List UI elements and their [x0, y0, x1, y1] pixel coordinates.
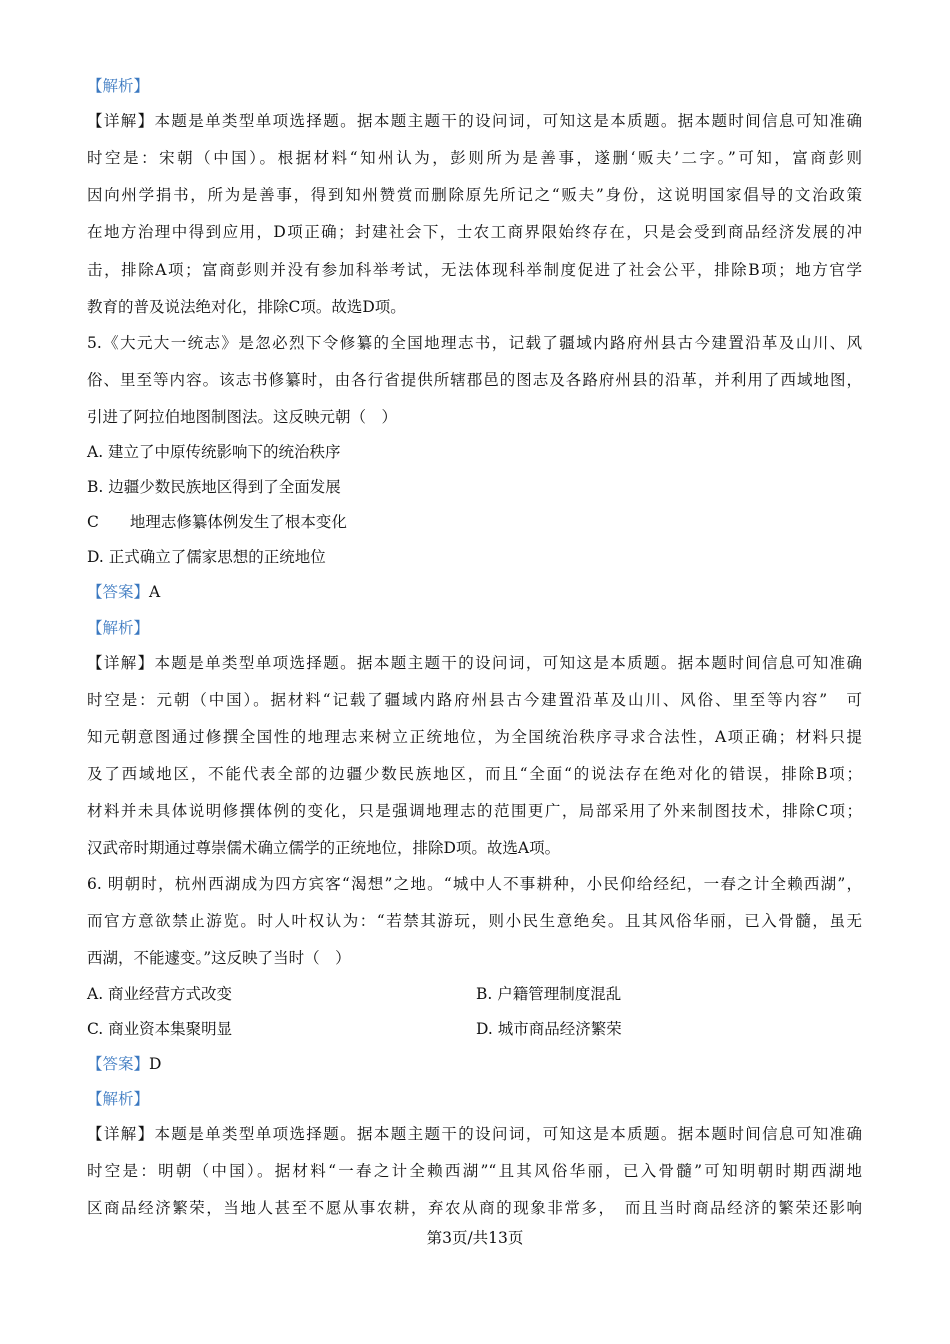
detail-line: 【详解】本题是单类型单项选择题。据本题主题干的设问词，可知这是本质题。据本题时间信息可知准确 — [87, 1125, 862, 1143]
detail-line: 区商品经济繁荣，当地人甚至不愿从事农耕，弃农从商的现象非常多， 而且当时商品经济的繁荣还影响 — [87, 1199, 862, 1217]
option-c: C. 商业资本集聚明显 — [87, 1020, 233, 1038]
detail-line: 击，排除A项；富商彭则并没有参加科举考试，无法体现科举制度促进了社会公平，排除B项；地方官学 — [87, 261, 862, 279]
detail-line: 时空是：明朝（中国）。据材料“一春之计全赖西湖”“且其风俗华丽，已入骨髓”可知明朝时期西湖地 — [87, 1162, 862, 1180]
detail-tag: 【详解】 — [87, 112, 155, 130]
option-b: B. 边疆少数民族地区得到了全面发展 — [87, 478, 341, 496]
question-6-stem: 西湖，不能遽变。”这反映了当时（ ） — [87, 949, 351, 967]
question-6-stem: 6. 明朝时，杭州西湖成为四方宾客“渴想”之地。“城中人不事耕种，小民仰给经纪，一春之计全赖西湖”， — [87, 875, 862, 893]
detail-line: 汉武帝时期通过尊崇儒术确立儒学的正统地位，排除D项。故选A项。 — [87, 839, 561, 857]
detail-tag: 【详解】 — [87, 1125, 155, 1143]
question-5-stem: 俗、里至等内容。该志书修纂时，由各行省提供所辖郡邑的图志及各路府州县的沿革，并利用了西域地图， — [87, 371, 862, 389]
question-5-stem: 5.《大元大一统志》是忽必烈下令修纂的全国地理志书，记载了疆域内路府州县古今建置沿革及山川、风 — [87, 334, 862, 352]
analysis-tag: 【解析】 — [87, 77, 150, 95]
answer-value: D — [149, 1055, 162, 1073]
option-b: B. 户籍管理制度混乱 — [476, 985, 622, 1003]
detail-tag: 【详解】 — [87, 654, 155, 672]
detail-line: 知元朝意图通过修撰全国性的地理志来树立正统地位，为全国统治秩序寻求合法性，A项正确；材料只提 — [87, 728, 862, 746]
detail-line: 因向州学捐书，所为是善事，得到知州赞赏而删除原先所记之“贩夫”身份，这说明国家倡导的文治政策 — [87, 186, 862, 204]
option-d: D. 城市商品经济繁荣 — [476, 1020, 622, 1038]
detail-line: 及了西域地区，不能代表全部的边疆少数民族地区，而且“全面“的说法存在绝对化的错误，排除B项； — [87, 765, 862, 783]
page-footer: 第3页/共13页 — [426, 1229, 524, 1247]
detail-line: 时空是：宋朝（中国）。根据材料“知州认为，彭则所为是善事，遂删‘贩夫’二字。”可知，富商彭则 — [87, 149, 862, 167]
answer-tag: 【答案】 — [87, 1055, 150, 1073]
detail-line: 时空是：元朝（中国）。据材料“记载了疆域内路府州县古今建置沿革及山川、风俗、里至等内容” 可 — [87, 691, 862, 709]
option-a: A. 建立了中原传统影响下的统治秩序 — [87, 443, 341, 461]
answer-line — [87, 1054, 161, 1074]
option-d: D. 正式确立了儒家思想的正统地位 — [87, 548, 326, 566]
analysis-tag: 【解析】 — [87, 1090, 150, 1108]
option-c: C 地理志修纂体例发生了根本变化 — [87, 513, 347, 531]
detail-line: 在地方治理中得到应用，D项正确；封建社会下，士农工商界限始终存在，只是会受到商品经济发展的冲 — [87, 223, 862, 241]
answer-line — [87, 582, 160, 602]
detail-line: 材料并未具体说明修撰体例的变化，只是强调地理志的范围更广，局部采用了外来制图技术，排除C项； — [87, 802, 862, 820]
question-6-stem: 而官方意欲禁止游览。时人叶权认为：“若禁其游玩，则小民生意绝矣。且其风俗华丽，已入骨髓，虽无 — [87, 912, 862, 930]
question-5-stem: 引进了阿拉伯地图制图法。这反映元朝（ ） — [87, 408, 398, 426]
answer-tag: 【答案】 — [87, 583, 150, 601]
option-a: A. 商业经营方式改变 — [87, 985, 233, 1003]
detail-line: 【详解】本题是单类型单项选择题。据本题主题干的设问词，可知这是本质题。据本题时间信息可知准确 — [87, 112, 862, 130]
answer-value: A — [149, 583, 161, 601]
detail-line: 教育的普及说法绝对化，排除C项。故选D项。 — [87, 298, 406, 316]
detail-line: 【详解】本题是单类型单项选择题。据本题主题干的设问词，可知这是本质题。据本题时间信息可知准确 — [87, 654, 862, 672]
analysis-tag: 【解析】 — [87, 619, 150, 637]
